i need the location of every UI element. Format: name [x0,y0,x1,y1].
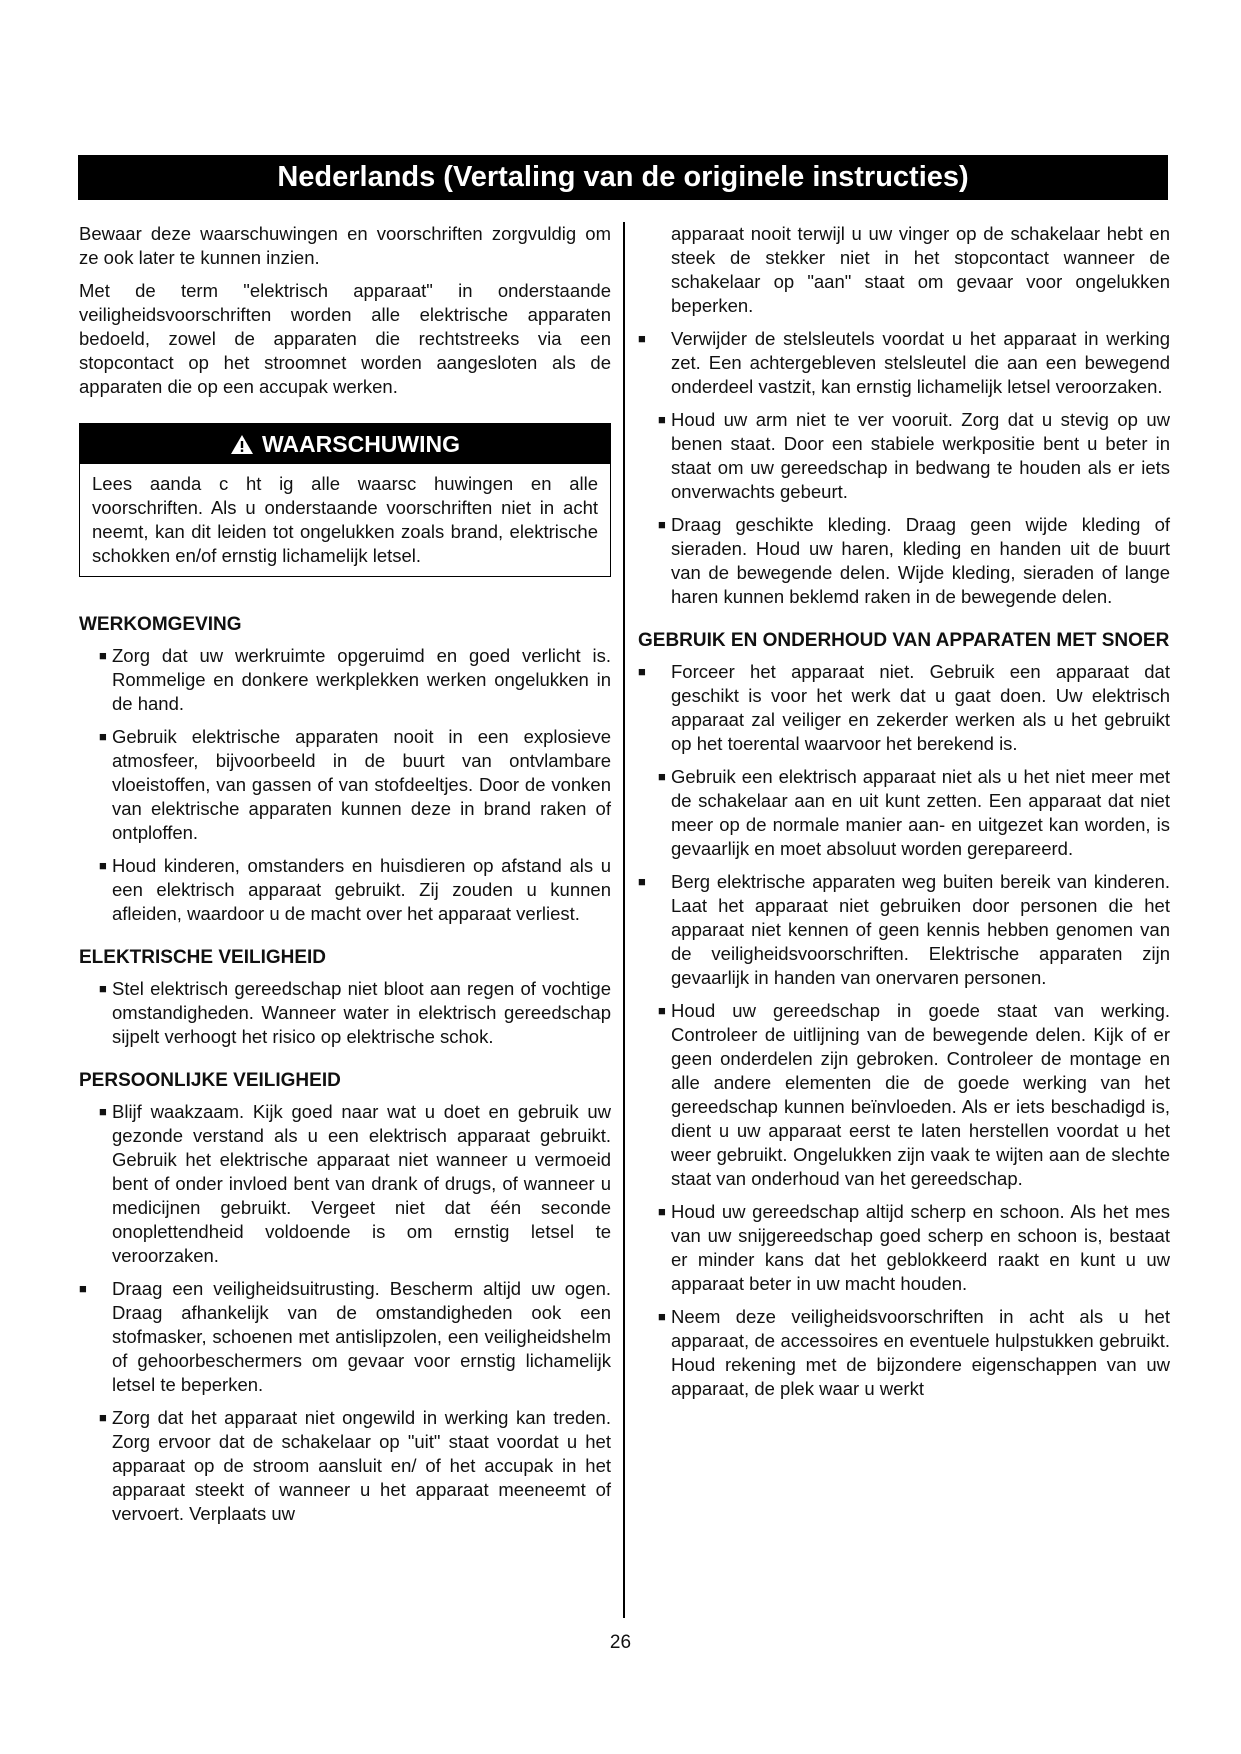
list-item: ■ Houd kinderen, omstanders en huisdieren op afstand als u een elektrisch apparaat gebruikt. Zij zouden u kunnen afleiden, waardoor u de macht over het apparaat verliest. [99,855,611,924]
bullet-icon: ■ [658,1204,666,1219]
heading-personal-safety: PERSOONLIJKE VEILIGHEID [79,1070,341,1091]
heading-work-area: WERKOMGEVING [79,614,242,635]
bullet-icon: ■ [658,1003,666,1018]
list-item: ■ Berg elektrische apparaten weg buiten bereik van kinderen. Laat het apparaat niet gebruiken door personen die het apparaat niet kennen of geen kennis hebben genomen van de veiligheidsvoorschriften. Elektrische apparaten zijn gevaarlijk in handen van onervaren personen. [638,871,1170,988]
list-item-continued: apparaat nooit terwijl u uw vinger op de schakelaar hebt en steek de stekker niet in het stopcontact wanneer de schakelaar op "aan" staat om gevaar voor ongelukken beperken. [671,223,1170,316]
list-item: ■ Houd uw arm niet te ver vooruit. Zorg dat u stevig op uw benen staat. Door een stabiele werkpositie bent u beter in staat om uw gereedschap in bedwang te houden als er iets onverwachts gebeurt. [658,409,1170,502]
bullet-icon: ■ [638,874,646,889]
bullet-icon: ■ [99,981,107,996]
list-item: ■ Verwijder de stelsleutels voordat u het apparaat in werking zet. Een achtergebleven stelsleutel die aan een bewegend onderdeel vastzit, kan ernstig lichamelijk letsel veroorzaken. [638,328,1170,397]
heading-corded-tools: GEBRUIK EN ONDERHOUD VAN APPARATEN MET SNOER [638,630,1170,651]
list-item: ■ Draag geschikte kleding. Draag geen wijde kleding of sieraden. Houd uw haren, kleding en handen uit de buurt van de bewegende delen. Wijde kleding, sieraden of lange haren kunnen beklemd raken in de bewegende delen. [658,514,1170,607]
bullet-icon: ■ [99,729,107,744]
list-item: ■ Gebruik een elektrisch apparaat niet als u het niet meer met de schakelaar aan en uit kunt zetten. Een apparaat dat niet meer op de normale manier aan- en uitgezet kan worden, is gevaarlijk en moet absoluut worden gerepareerd. [658,766,1170,859]
list-item: ■ Draag een veiligheidsuitrusting. Bescherm altijd uw ogen. Draag afhankelijk van de omstandigheden ook een stofmasker, schoenen met antislipzolen, een veiligheidshelm of gehoorbeschermers om gevaar voor ernstig lichamelijk letsel te beperken. [79,1278,611,1395]
list-item: ■ Zorg dat uw werkruimte opgeruimd en goed verlicht is. Rommelige en donkere werkplekken werken ongelukken in de hand. [99,645,611,714]
bullet-icon: ■ [99,858,107,873]
bullet-icon: ■ [99,648,107,663]
right-column [638,222,1170,1410]
list-item: ■ Blijf waakzaam. Kijk goed naar wat u doet en gebruik uw gezonde verstand als u een elektrisch apparaat gebruikt. Gebruik het elektrische apparaat niet wanneer u vermoeid bent of onder invloed bent van drank of drugs, of wanneer u medicijnen gebruikt. Vergeet niet dat één seconde onoplettendheid voldoende is om ernstig letsel te veroorzaken. [99,1101,611,1266]
bullet-icon: ■ [638,331,646,346]
page-number: 26 [609,1632,632,1653]
bullet-icon: ■ [79,1281,87,1296]
bullet-icon: ■ [658,412,666,427]
list-item: ■ Gebruik elektrische apparaten nooit in een explosieve atmosfeer, bijvoorbeeld in de buurt van ontvlambare vloeistoffen, van gassen of van stofdeeltjes. Door de vonken van elektrische apparaten kunnen deze in brand raken of ontploffen. [99,726,611,843]
list-item: ■ Zorg dat het apparaat niet ongewild in werking kan treden. Zorg ervoor dat de schakelaar op "uit" staat voordat u het apparaat op de stroom aansluit en/ of het accupak in het apparaat steekt of wanneer u het apparaat meeneemt of vervoert. Verplaats uw [99,1407,611,1524]
list-item: ■ Houd uw gereedschap altijd scherp en schoon. Als het mes van uw snijgereedschap goed scherp en schoon is, bestaat er minder kans dat het geblokkeerd raakt en kunt u uw apparaat beter in uw macht houden. [658,1201,1170,1294]
bullet-icon: ■ [99,1410,107,1425]
list-item: ■ Forceer het apparaat niet. Gebruik een apparaat dat geschikt is voor het werk dat u gaat doen. Uw elektrisch apparaat zal veiliger en zekerder werken als u het gebruikt op het toerental waarvoor het berekend is. [638,661,1170,754]
section-title-banner: Nederlands (Vertaling van de originele instructies) [78,155,1168,200]
bullet-icon: ■ [658,517,666,532]
warning-box [79,423,611,577]
bullet-icon: ■ [658,1309,666,1324]
bullet-icon: ■ [99,1104,107,1119]
column-divider [623,222,625,1618]
heading-electrical-safety: ELEKTRISCHE VEILIGHEID [79,947,327,968]
intro-paragraph: Met de term "elektrisch apparaat" in onderstaande veiligheidsvoorschriften worden alle elektrische apparaten bedoeld, zowel de apparaten die rechtstreeks via een stopcontact op het stroomnet worden aangesloten als de apparaten die op een accupak werken. [79,280,611,397]
list-item: ■ Stel elektrisch gereedschap niet bloot aan regen of vochtige omstandigheden. Wanneer water in elektrisch gereedschap sijpelt verhoogt het risico op elektrische schok. [99,978,611,1047]
warning-triangle-icon [230,427,254,467]
bullet-icon: ■ [658,769,666,784]
bullet-icon: ■ [638,664,646,679]
intro-paragraph: Bewaar deze waarschuwingen en voorschriften zorgvuldig om ze ook later te kunnen inzien. [79,223,611,268]
warning-text: Lees aanda c ht ig alle waarsc huwingen en alle voorschriften. Als u onderstaande voorschriften niet in acht neemt, kan dit leiden tot ongelukken zoals brand, elektrische schokken en/of ernstig lichamelijk letsel. [92,473,598,566]
left-column [79,222,611,1535]
warning-header [80,424,610,464]
list-item: ■ Houd uw gereedschap in goede staat van werking. Controleer de uitlijning van de bewegende delen. Kijk of er geen onderdelen zijn gebroken. Controleer de montage en alle andere elementen die de goede werking van het gereedschap kunnen beïnvloeden. Als er iets beschadigd is, dient u uw apparaat eerst te laten herstellen voordat u het weer gebruikt. Ongelukken zijn vaak te wijten aan de slechte staat van onderhoud van het gereedschap. [658,1000,1170,1189]
warning-title: WAARSCHUWING [261,431,461,457]
list-item: ■ Neem deze veiligheidsvoorschriften in acht als u het apparaat, de accessoires en eventuele hulpstukken gebruikt. Houd rekening met de bijzondere eigenschappen van uw apparaat, de plek waar u werkt [658,1306,1170,1399]
